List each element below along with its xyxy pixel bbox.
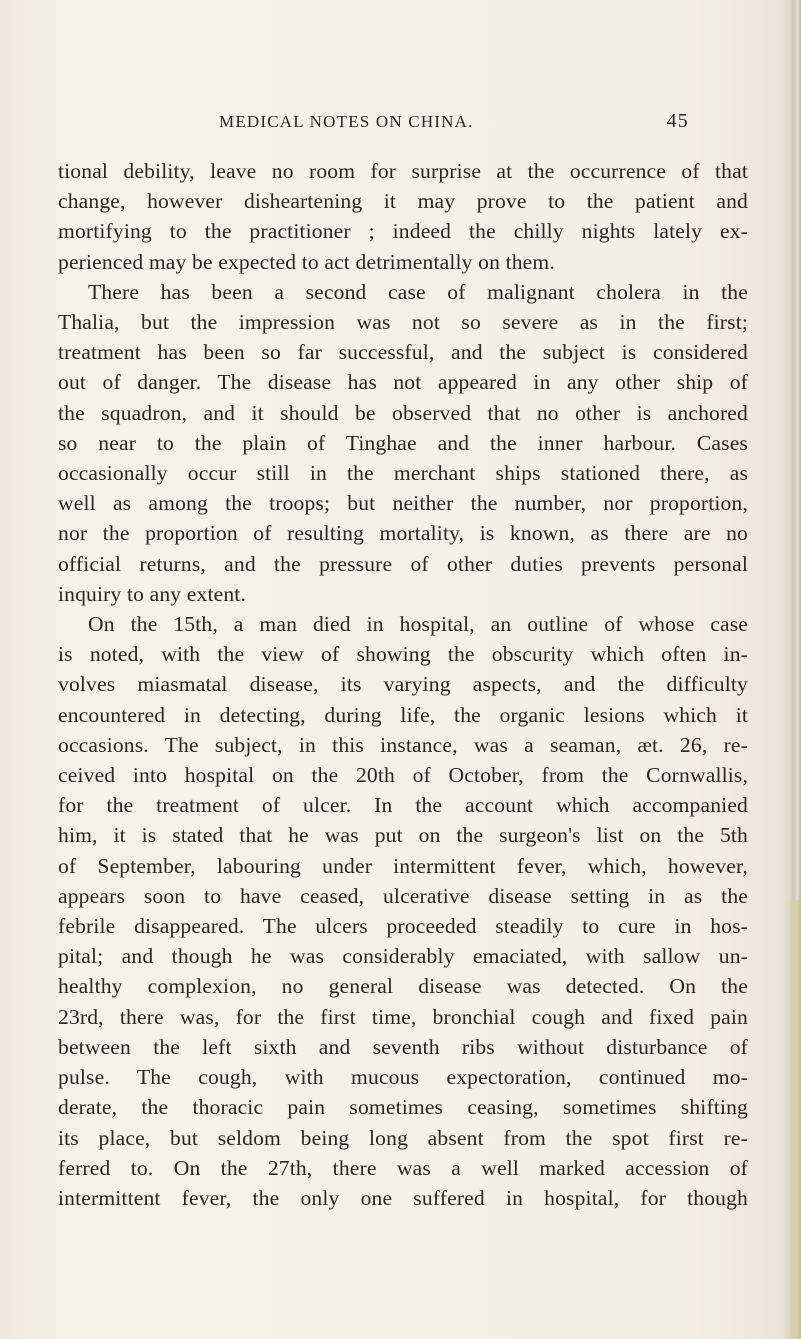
text-line: well as among the troops; but neither the number, nor proportion, [58, 491, 748, 516]
text-line: 23rd, there was, for the first time, bronchial cough and fixed pain [58, 1004, 748, 1029]
text-line: intermittent fever, the only one suffered in hospital, for though [58, 1185, 748, 1210]
text-line: perienced may be expected to act detrimentally on them. [58, 249, 555, 274]
text-line: inquiry to any extent. [58, 581, 247, 606]
text-line: change, however disheartening it may prove to the patient and [58, 189, 748, 214]
text-line: febrile disappeared. The ulcers proceeded steadily to cure in hos- [58, 914, 748, 939]
text-line: mortifying to the practitioner ; indeed the chilly nights lately ex- [58, 219, 748, 244]
text-line: Thalia, but the impression was not so severe as in the first; [58, 310, 748, 335]
running-header [219, 112, 689, 142]
text-line: ceived into hospital on the 20th of October, from the Cornwallis, [58, 763, 748, 788]
text-line: pital; and though he was considerably emaciated, with sallow un- [58, 944, 748, 969]
text-line: out of danger. The disease has not appeared in any other ship of [58, 370, 748, 395]
text-line: volves miasmatal disease, its varying aspects, and the difficulty [58, 672, 748, 697]
text-line: him, it is stated that he was put on the surgeon's list on the 5th [58, 823, 748, 848]
text-line: appears soon to have ceased, ulcerative disease setting in as the [58, 883, 748, 908]
text-line: between the left sixth and seventh ribs without disturbance of [58, 1034, 748, 1059]
running-title: MEDICAL NOTES ON CHINA. [219, 112, 474, 131]
text-line: tional debility, leave no room for surprise at the occurrence of that [58, 159, 748, 183]
text-line: derate, the thoracic pain sometimes ceasing, sometimes shifting [58, 1095, 748, 1120]
page-edge-tab [787, 900, 801, 1339]
text-line: the squadron, and it should be observed that no other is anchored [58, 400, 748, 425]
text-line: occasionally occur still in the merchant ships stationed there, as [58, 461, 748, 486]
text-line: On the 15th, a man died in hospital, an outline of whose case [88, 612, 748, 637]
text-line: occasions. The subject, in this instance, was a seaman, æt. 26, re- [58, 732, 748, 757]
text-line: pulse. The cough, with mucous expectoration, continued mo- [58, 1065, 748, 1090]
text-line: healthy complexion, no general disease was detected. On the [58, 974, 748, 999]
text-line: treatment has been so far successful, and the subject is considered [58, 340, 748, 365]
text-line: There has been a second case of malignant cholera in the [88, 279, 748, 304]
text-line: for the treatment of ulcer. In the account which accompanied [58, 793, 748, 818]
text-line: official returns, and the pressure of other duties prevents personal [58, 551, 748, 576]
text-line: its place, but seldom being long absent from the spot first re- [58, 1125, 748, 1150]
text-line: nor the proportion of resulting mortality, is known, as there are no [58, 521, 748, 546]
body-text [58, 156, 748, 1213]
text-line: ferred to. On the 27th, there was a well marked accession of [58, 1155, 748, 1180]
text-line: of September, labouring under intermittent fever, which, however, [58, 853, 748, 878]
text-line: is noted, with the view of showing the obscurity which often in- [58, 642, 748, 667]
text-line: so near to the plain of Tinghae and the inner harbour. Cases [58, 430, 748, 455]
page-number: 45 [666, 110, 689, 132]
text-line: encountered in detecting, during life, the organic lesions which it [58, 702, 748, 727]
